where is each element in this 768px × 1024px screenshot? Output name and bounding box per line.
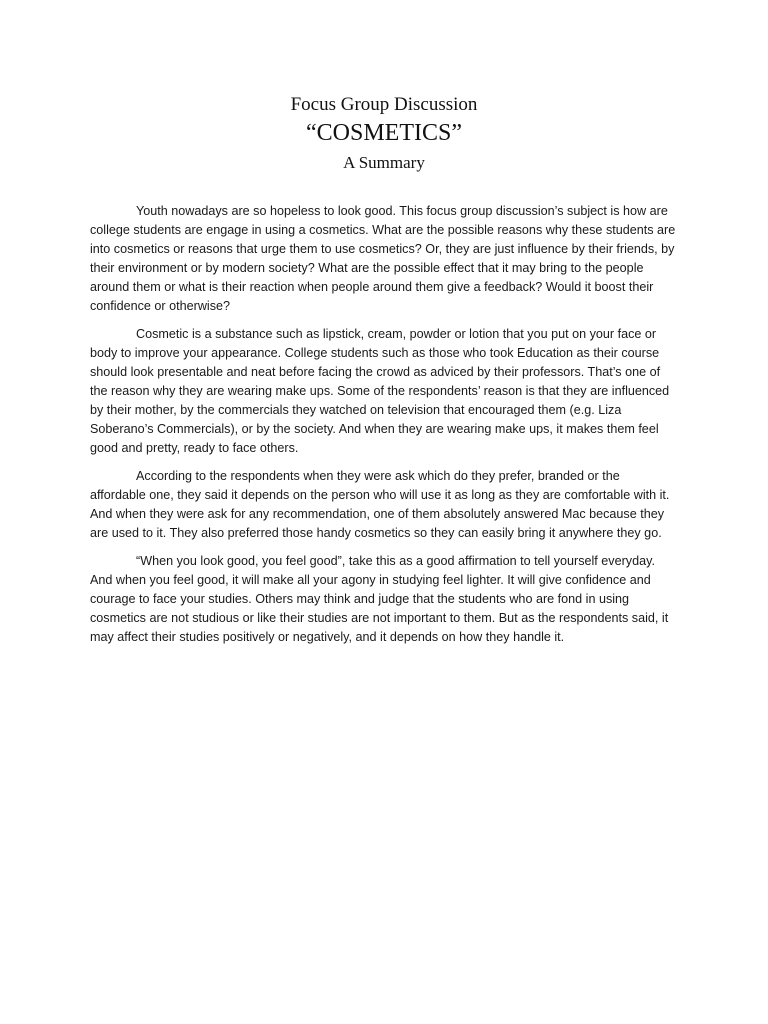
document-subject: “COSMETICS” [306,120,462,146]
paragraph-introduction: Youth nowadays are so hopeless to look good. This focus group discussion’s subject is how are college students are engage in using a cosmetics. What are the possible reasons why these students are into cosmetics or reasons that urge them to use cosmetics? Or, they are just influence by their friends, by their environment or by modern society? What are the possible effect that it may bring to the people around them or what is their reaction when people around them give a feedback? Would it boost their confidence or otherwise? [90,204,676,313]
paragraph-preferences: According to the respondents when they were ask which do they prefer, branded or the affordable one, they said it depends on the person who will use it as long as they are comfortable with it. And when they were ask for any recommendation, one of them absolutely answered Mac because they are used to it. They also preferred those handy cosmetics so they can easily bring it anywhere they go. [90,469,670,540]
document-title: Focus Group Discussion [290,94,478,115]
paragraph-conclusion: “When you look good, you feel good”, take this as a good affirmation to tell yourself everyday. And when you feel good, it will make all your agony in studying feel lighter. It will give confidence and courage to face your studies. Others may think and judge that the students who are fond in using cosmetics are not studious or like their studies are not important to them. But as the respondents said, it may affect their studies positively or negatively, and it depends on how they handle it. [90,554,669,644]
paragraph-definition: Cosmetic is a substance such as lipstick, cream, powder or lotion that you put on your face or body to improve your appearance. College students such as those who took Education as their course should look presentable and neat before facing the crowd as adviced by their professors. That’s one of the reason why they are wearing make ups. Some of the respondents’ reason is that they are influenced by their mother, by the commercials they watched on television that encouraged them (e.g. Liza Soberano’s Commercials), or by the society. And when they are wearing make ups, it makes them feel good and pretty, ready to face others. [90,327,670,455]
document-subtitle: A Summary [343,153,425,172]
document-body [90,202,678,656]
